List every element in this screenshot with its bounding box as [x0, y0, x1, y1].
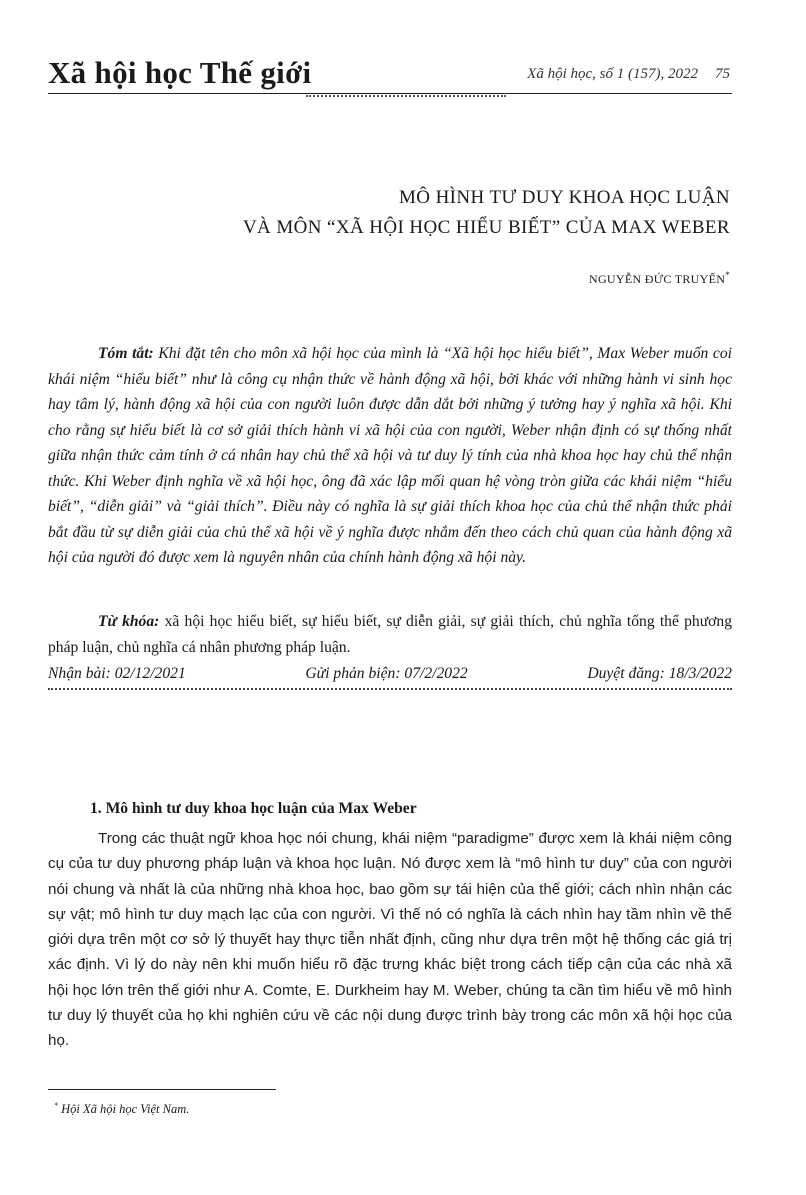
dates-row	[48, 665, 732, 683]
author-name: NGUYỄN ĐỨC TRUYẾN	[589, 272, 726, 286]
header-dotted-rule	[306, 95, 506, 97]
footnote-mark: *	[54, 1101, 58, 1110]
author	[589, 270, 730, 287]
dates-dotted-rule	[48, 688, 732, 690]
header-rule	[48, 93, 732, 94]
article-title-line2: VÀ MÔN “XÃ HỘI HỌC HIỂU BIẾT” CỦA MAX WEBER	[242, 217, 730, 238]
running-head-text: Xã hội học, số 1 (157), 2022	[527, 66, 698, 82]
keywords	[48, 609, 732, 660]
footnote	[54, 1101, 189, 1117]
journal-name: Xã hội học Thế giới	[48, 55, 312, 90]
date-accepted: Duyệt đăng: 18/3/2022	[587, 665, 732, 682]
footnote-text: Hội Xã hội học Việt Nam.	[61, 1102, 190, 1117]
footnote-rule	[48, 1089, 276, 1090]
keywords-text: xã hội học hiểu biết, sự hiểu biết, sự diễn giải, sự giải thích, chủ nghĩa tổng thể phương pháp luận, chủ nghĩa cá nhân phương pháp luận.	[48, 613, 733, 656]
body-paragraph: Trong các thuật ngữ khoa học nói chung, khái niệm “paradigme” được xem là khái niệm công cụ của tư duy phương pháp luận và khoa học luận. Nó được xem là “mô hình tư duy” của con người nói chung và nhất là của những nhà khoa học, bao gồm sự tái hiện của thế giới; cách nhìn nhận các sự vật; mô hình tư duy mạch lạc của con người. Vì thế nó có nghĩa là cách nhìn hay tầm nhìn về thế giới dựa trên một cơ sở lý thuyết hay thực tiễn nhất định, cũng như dựa trên một hệ thống các giá trị xác định. Vì lý do này nên khi muốn hiểu rõ đặc trưng khác biệt trong cách tiếp cận của các nhà xã hội học lớn trên thế giới như A. Comte, E. Durkheim hay M. Weber, chúng ta cần tìm hiểu về mô hình tư duy lý thuyết của họ khi nghiên cứu về các nội dung được trình bày trong các môn xã hội học của họ.	[48, 830, 732, 1050]
date-received: Nhận bài: 02/12/2021	[48, 665, 186, 682]
date-review: Gửi phản biện: 07/2/2022	[305, 665, 468, 682]
section-heading: 1. Mô hình tư duy khoa học luận của Max Weber	[90, 800, 417, 817]
author-footnote-mark: *	[725, 270, 730, 280]
abstract-text: Khi đặt tên cho môn xã hội học của mình là “Xã hội học hiểu biết”, Max Weber muốn coi khái niệm “hiểu biết” như là công cụ nhận thức về hành động xã hội, bởi khác với những hành vi sinh học hay tâm lý, hành động xã hội của con người luôn được dẫn dắt bởi những ý tưởng hay ý nghĩa xã hội. Khi cho rằng sự hiểu biết là cơ sở giải thích hành vi xã hội của con người, Weber nhận định có sự thống nhất giữa nhận thức cảm tính ở cá nhân hay chủ thể xã hội và tư duy lý tính của nhà khoa học hay chủ thể nhận thức. Khi Weber định nghĩa về xã hội học, ông đã xác lập mối quan hệ vòng tròn giữa các khái niệm “hiểu biết”, “diễn giải” và “giải thích”. Điều này có nghĩa là sự giải thích khoa học của chủ thể nhận thức phải bắt đầu từ sự diễn giải của chủ thể xã hội về ý nghĩa được nhắm đến theo cách chủ quan của hành động xã hội của người đó được xem là nguyên nhân của chính hành động xã hội này.	[48, 345, 732, 566]
running-head	[527, 66, 698, 83]
keywords-label: Từ khóa:	[98, 613, 160, 630]
abstract-label: Tóm tắt:	[98, 345, 154, 362]
page-number: 75	[715, 66, 730, 82]
abstract	[48, 341, 732, 571]
article-title-line1: MÔ HÌNH TƯ DUY KHOA HỌC LUẬN	[399, 187, 730, 208]
